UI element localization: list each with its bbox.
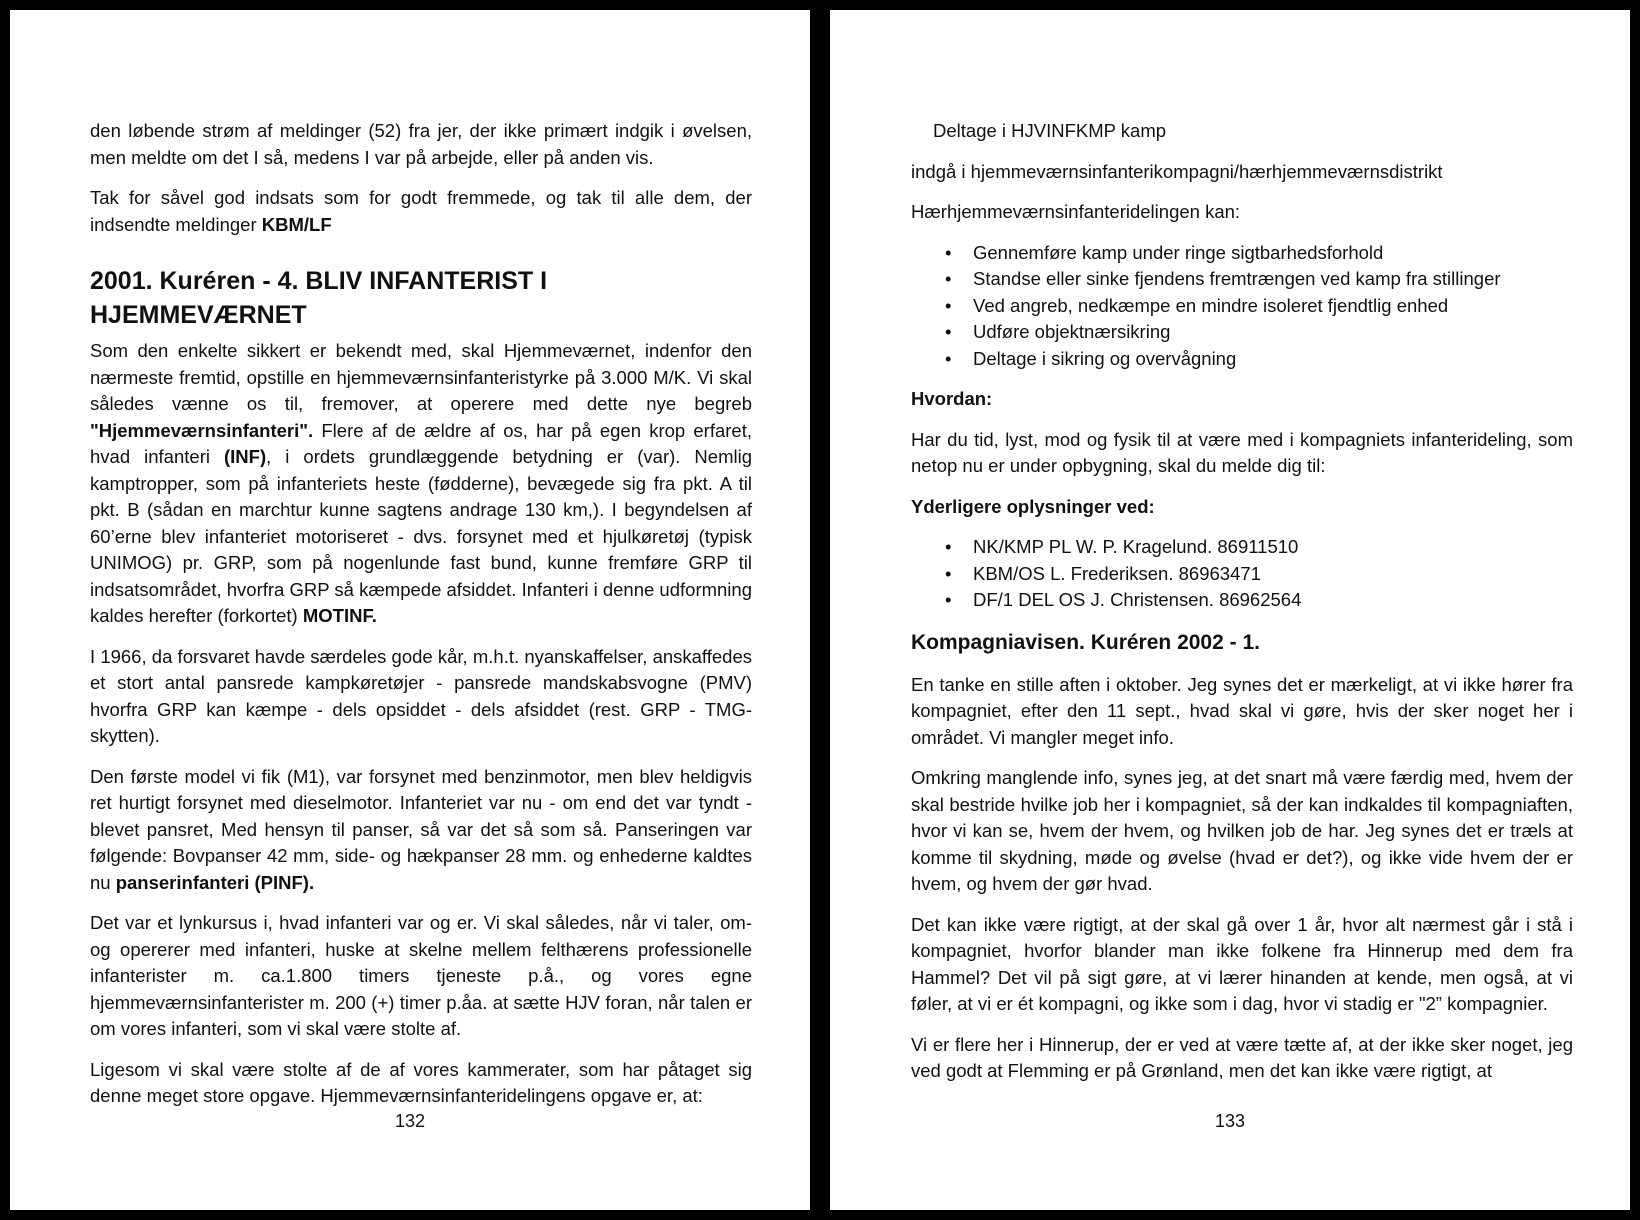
paragraph: En tanke en stille aften i oktober. Jeg synes det er mærkeligt, at vi ikke hører fra kompagniet, efter den 11 sept., hvad skal vi gøre, hvis der sker noget her i området. Vi mangler meget info. bbox=[911, 673, 1573, 748]
paragraph-text: Den første model vi fik (M1), var forsynet med benzinmotor, men blev heldigvis ret hurtigt forsynet med dieselmotor. Infanteriet var nu - om end det var tyndt - blevet pansret, Med hensyn til panser, så var det så som så. Panseringen var følgende: Bovpanser 42 mm, side- og hækpanser 28 mm. og enhederne kaldtes nu bbox=[90, 765, 752, 893]
contacts-list bbox=[911, 534, 1573, 614]
paragraph: Ligesom vi skal være stolte af de af vores kammerater, som har påtaget sig denne meget store opgave. Hjemmeværnsinfanteridelingens opgave er, at: bbox=[90, 1058, 752, 1106]
paragraph bbox=[90, 764, 752, 897]
paragraph: Omkring manglende info, synes jeg, at det snart må være færdig med, hvem der skal bestride hvilke job her i kompagniet, så der kan indkaldes til kompagniaften, hvor vi kan se, hvem der hvem, og hvilken job de har. Jeg synes det er træls at komme til skydning, møde og øvelse (hvad er det?), og ikke vide hvem der er hvem, og hvem der gør hvad. bbox=[911, 767, 1573, 894]
subheading bbox=[911, 386, 1573, 413]
paragraph-text: , i ordets grundlæggende betydning er (var). Nemlig kamptropper, som på infanteriets heste (fødderne), bevægede sig fra pkt. A til pkt. B (sådan en marchtur kunne sagtens andrage 130 km,). I begyndelsen af 60’erne blev infanteriet motoriseret - dvs. forsynet med et hjulkøretøj (typisk UNIMOG) pr. GRP, som på nogenlunde fast bund, kunne fremføre GRP til indsatsområdet, hvorfra GRP så kæmpede afsiddet. Infanteri i denne udformning kaldes herefter (forkortet) bbox=[90, 446, 753, 626]
list-item: • Udføre objektnærsikring bbox=[911, 319, 1573, 346]
paragraph-text: Flere af de ældre af os, har på egen krop erfaret, hvad infanteri bbox=[90, 419, 752, 467]
task-line: Deltage i HJVINFKMP kamp bbox=[933, 120, 1167, 141]
list-item: • NK/KMP PL W. P. Kragelund. 86911510 bbox=[911, 534, 1573, 561]
list-item: • Ved angreb, nedkæmpe en mindre isoleret fjendtlig enhed bbox=[911, 293, 1573, 320]
list-item: • Gennemføre kamp under ringe sigtbarhedsforhold bbox=[911, 240, 1573, 267]
section-heading: Kompagniavisen. Kuréren 2002 - 1. bbox=[911, 630, 1260, 654]
bold-term: (INF) bbox=[224, 446, 267, 467]
list-item: • Deltage i sikring og overvågning bbox=[911, 346, 1573, 373]
paragraph: Har du tid, lyst, mod og fysik til at være med i kompagniets infanterideling, som netop nu er under opbygning, skal du melde dig til: bbox=[911, 428, 1573, 476]
paragraph-text: Som den enkelte sikkert er bekendt med, skal Hjemmeværnet, indenfor den nærmeste fremtid, opstille en hjemmeværnsinfanteristyrke på 3.000 M/K. Vi skal således vænne os til, fremover, at operere med dette nye begreb bbox=[90, 340, 752, 414]
bold-term: panserinfanteri (PINF). bbox=[115, 871, 315, 893]
list-item: • Standse eller sinke fjendens fremtrængen ved kamp fra stillinger bbox=[911, 266, 1573, 293]
right-page bbox=[830, 10, 1630, 1210]
section-heading: 2001. Kuréren - 4. BLIV INFANTERIST I HJEMMEVÆRNET bbox=[90, 267, 548, 329]
paragraph: Hærhjemmeværnsinfanteridelingen kan: bbox=[911, 201, 1241, 222]
left-page-content bbox=[90, 118, 752, 1124]
list-item: • DF/1 DEL OS J. Christensen. 86962564 bbox=[911, 587, 1573, 614]
paragraph: indgå i hjemmeværnsinfanterikompagni/hærhjemmeværnsdistrikt bbox=[911, 160, 1443, 182]
paragraph bbox=[90, 185, 752, 238]
left-page bbox=[10, 10, 810, 1210]
subheading-text: Yderligere oplysninger ved: bbox=[911, 495, 1155, 517]
right-page-content bbox=[911, 118, 1573, 1099]
bold-term: "Hjemmeværnsinfanteri". bbox=[90, 419, 314, 441]
paragraph: Det var et lynkursus i, hvad infanteri var og er. Vi skal således, når vi taler, om- og opererer med infanteri, huske at skelne mellem felthærens professionelle infanterister m. ca.1.800 timers tjeneste p.å., og vores egne hjemmeværnsinfanterister m. 200 (+) timer p.åa. at sætte HJV foran, når talen er om vores infanteri, som vi skal være stolte af. bbox=[90, 912, 752, 1039]
signature-bold: KBM/LF bbox=[261, 213, 332, 235]
page-number: 132 bbox=[394, 1111, 426, 1131]
paragraph: den løbende strøm af meldinger (52) fra jer, der ikke primært indgik i øvelsen, men meldte om det I så, medens I var på arbejde, eller på anden vis. bbox=[90, 120, 752, 168]
paragraph: Vi er flere her i Hinnerup, der er ved at være tætte af, at der ikke sker noget, jeg ved godt at Flemming er på Grønland, men det kan ikke være rigtigt, at bbox=[911, 1033, 1573, 1081]
subheading bbox=[911, 494, 1573, 521]
capabilities-list bbox=[911, 240, 1573, 373]
paragraph: I 1966, da forsvaret havde særdeles gode kår, m.h.t. nyanskaffelser, anskaffedes et stort antal pansrede kampkøretøjer - pansrede mandskabsvogne (PMV) hvorfra GRP kan kæmpe - dels opsiddet - dels afsiddet (rest. GRP - TMG-skytten). bbox=[90, 645, 752, 746]
subheading-text: Hvordan: bbox=[911, 388, 993, 409]
page-number: 133 bbox=[1214, 1111, 1246, 1131]
list-item: • KBM/OS L. Frederiksen. 86963471 bbox=[911, 561, 1573, 588]
paragraph-text: Tak for såvel god indsats som for godt fremmede, og tak til alle dem, der indsendte meldinger bbox=[90, 187, 752, 235]
paragraph bbox=[90, 338, 752, 630]
paragraph: Det kan ikke være rigtigt, at der skal gå over 1 år, hvor alt nærmest går i stå i kompagniet, hvorfor blander man ikke folkene fra Hinnerup med dem fra Hammel? Det vil på sigt gøre, at vi lærer hinanden at kende, men også, at vi føler, at vi er ét kompagni, og ikke som i dag, hvor vi stadig er "2” kompagnier. bbox=[911, 913, 1573, 1014]
bold-term: MOTINF. bbox=[302, 605, 377, 626]
